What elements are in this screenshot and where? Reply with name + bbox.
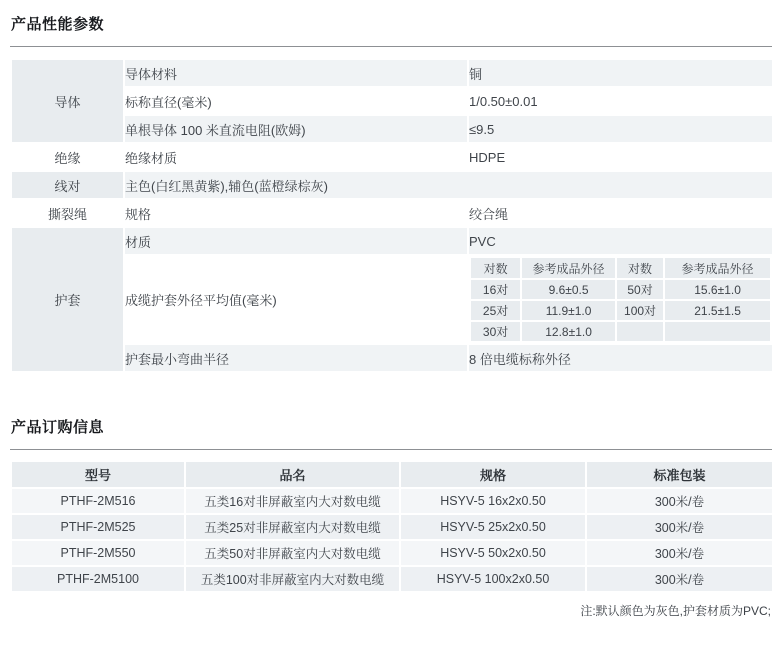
table-row (11, 488, 773, 514)
diameter-cell: 100对 (616, 300, 664, 321)
model-cell: PTHF-2M5100 (11, 566, 185, 592)
param-label: 绝缘材质 (124, 143, 468, 171)
param-value: 铜 (468, 59, 773, 87)
spec-cell: HSYV-5 100x2x0.50 (400, 566, 586, 592)
category-cell-insulation: 绝缘 (11, 143, 124, 171)
table-row (470, 300, 771, 321)
category-cell-pairs: 线对 (11, 171, 124, 199)
param-value: HDPE (468, 143, 773, 171)
table-row (11, 514, 773, 540)
param-value: ≤9.5 (468, 115, 773, 143)
name-cell: 五类50对非屏蔽室内大对数电缆 (185, 540, 400, 566)
table-header-row (11, 461, 773, 488)
diameter-cell: 16对 (470, 279, 521, 300)
model-cell: PTHF-2M525 (11, 514, 185, 540)
ordering-table (10, 460, 774, 593)
column-header-spec: 规格 (400, 461, 586, 488)
table-row (11, 227, 773, 255)
category-cell-sheath: 护套 (11, 227, 124, 372)
diameter-cell: 50对 (616, 279, 664, 300)
table-row (11, 255, 773, 344)
table-row (470, 279, 771, 300)
param-label: 导体材料 (124, 59, 468, 87)
param-value: 绞合绳 (468, 199, 773, 227)
param-label: 材质 (124, 227, 468, 255)
diameter-cell: 30对 (470, 321, 521, 342)
column-header-model: 型号 (11, 461, 185, 488)
table-row (11, 566, 773, 592)
param-label: 成缆护套外径平均值(毫米) (124, 255, 468, 344)
param-label: 规格 (124, 199, 468, 227)
diameter-cell: 9.6±0.5 (521, 279, 616, 300)
diameter-cell (664, 321, 771, 342)
column-header-packing: 标准包装 (586, 461, 773, 488)
packing-cell: 300米/卷 (586, 566, 773, 592)
diameter-cell: 25对 (470, 300, 521, 321)
table-row (11, 171, 773, 199)
table-row (11, 59, 773, 87)
table-row (11, 143, 773, 171)
performance-section-title: 产品性能参数 (10, 0, 772, 47)
name-cell: 五类16对非屏蔽室内大对数电缆 (185, 488, 400, 514)
column-header-name: 品名 (185, 461, 400, 488)
diameter-table (469, 256, 772, 343)
param-label: 护套最小弯曲半径 (124, 344, 468, 372)
diameter-header: 参考成品外径 (664, 257, 771, 279)
param-value: 8 倍电缆标称外径 (468, 344, 773, 372)
diameter-cell: 12.8±1.0 (521, 321, 616, 342)
packing-cell: 300米/卷 (586, 514, 773, 540)
diameter-header: 参考成品外径 (521, 257, 616, 279)
diameter-table-cell (468, 255, 773, 344)
table-row (470, 321, 771, 342)
table-row (11, 87, 773, 115)
param-full-row: 主色(白红黑黄紫),辅色(蓝橙绿棕灰) (124, 171, 773, 199)
param-label: 单根导体 100 米直流电阻(欧姆) (124, 115, 468, 143)
param-value: PVC (468, 227, 773, 255)
param-label: 标称直径(毫米) (124, 87, 468, 115)
diameter-header: 对数 (470, 257, 521, 279)
performance-table (10, 58, 774, 373)
table-row (11, 199, 773, 227)
diameter-header: 对数 (616, 257, 664, 279)
diameter-cell: 21.5±1.5 (664, 300, 771, 321)
packing-cell: 300米/卷 (586, 488, 773, 514)
diameter-cell: 15.6±1.0 (664, 279, 771, 300)
ordering-section-title: 产品订购信息 (10, 403, 772, 450)
spec-cell: HSYV-5 25x2x0.50 (400, 514, 586, 540)
footnote: 注:默认颜色为灰色,护套材质为PVC; (580, 604, 771, 618)
name-cell: 五类25对非屏蔽室内大对数电缆 (185, 514, 400, 540)
table-row (11, 115, 773, 143)
param-value: 1/0.50±0.01 (468, 87, 773, 115)
category-cell-conductor: 导体 (11, 59, 124, 143)
model-cell: PTHF-2M516 (11, 488, 185, 514)
category-cell-ripcord: 撕裂绳 (11, 199, 124, 227)
table-row (470, 257, 771, 279)
table-row (11, 540, 773, 566)
table-row (11, 344, 773, 372)
packing-cell: 300米/卷 (586, 540, 773, 566)
diameter-cell (616, 321, 664, 342)
model-cell: PTHF-2M550 (11, 540, 185, 566)
diameter-cell: 11.9±1.0 (521, 300, 616, 321)
name-cell: 五类100对非屏蔽室内大对数电缆 (185, 566, 400, 592)
spec-cell: HSYV-5 16x2x0.50 (400, 488, 586, 514)
spec-cell: HSYV-5 50x2x0.50 (400, 540, 586, 566)
